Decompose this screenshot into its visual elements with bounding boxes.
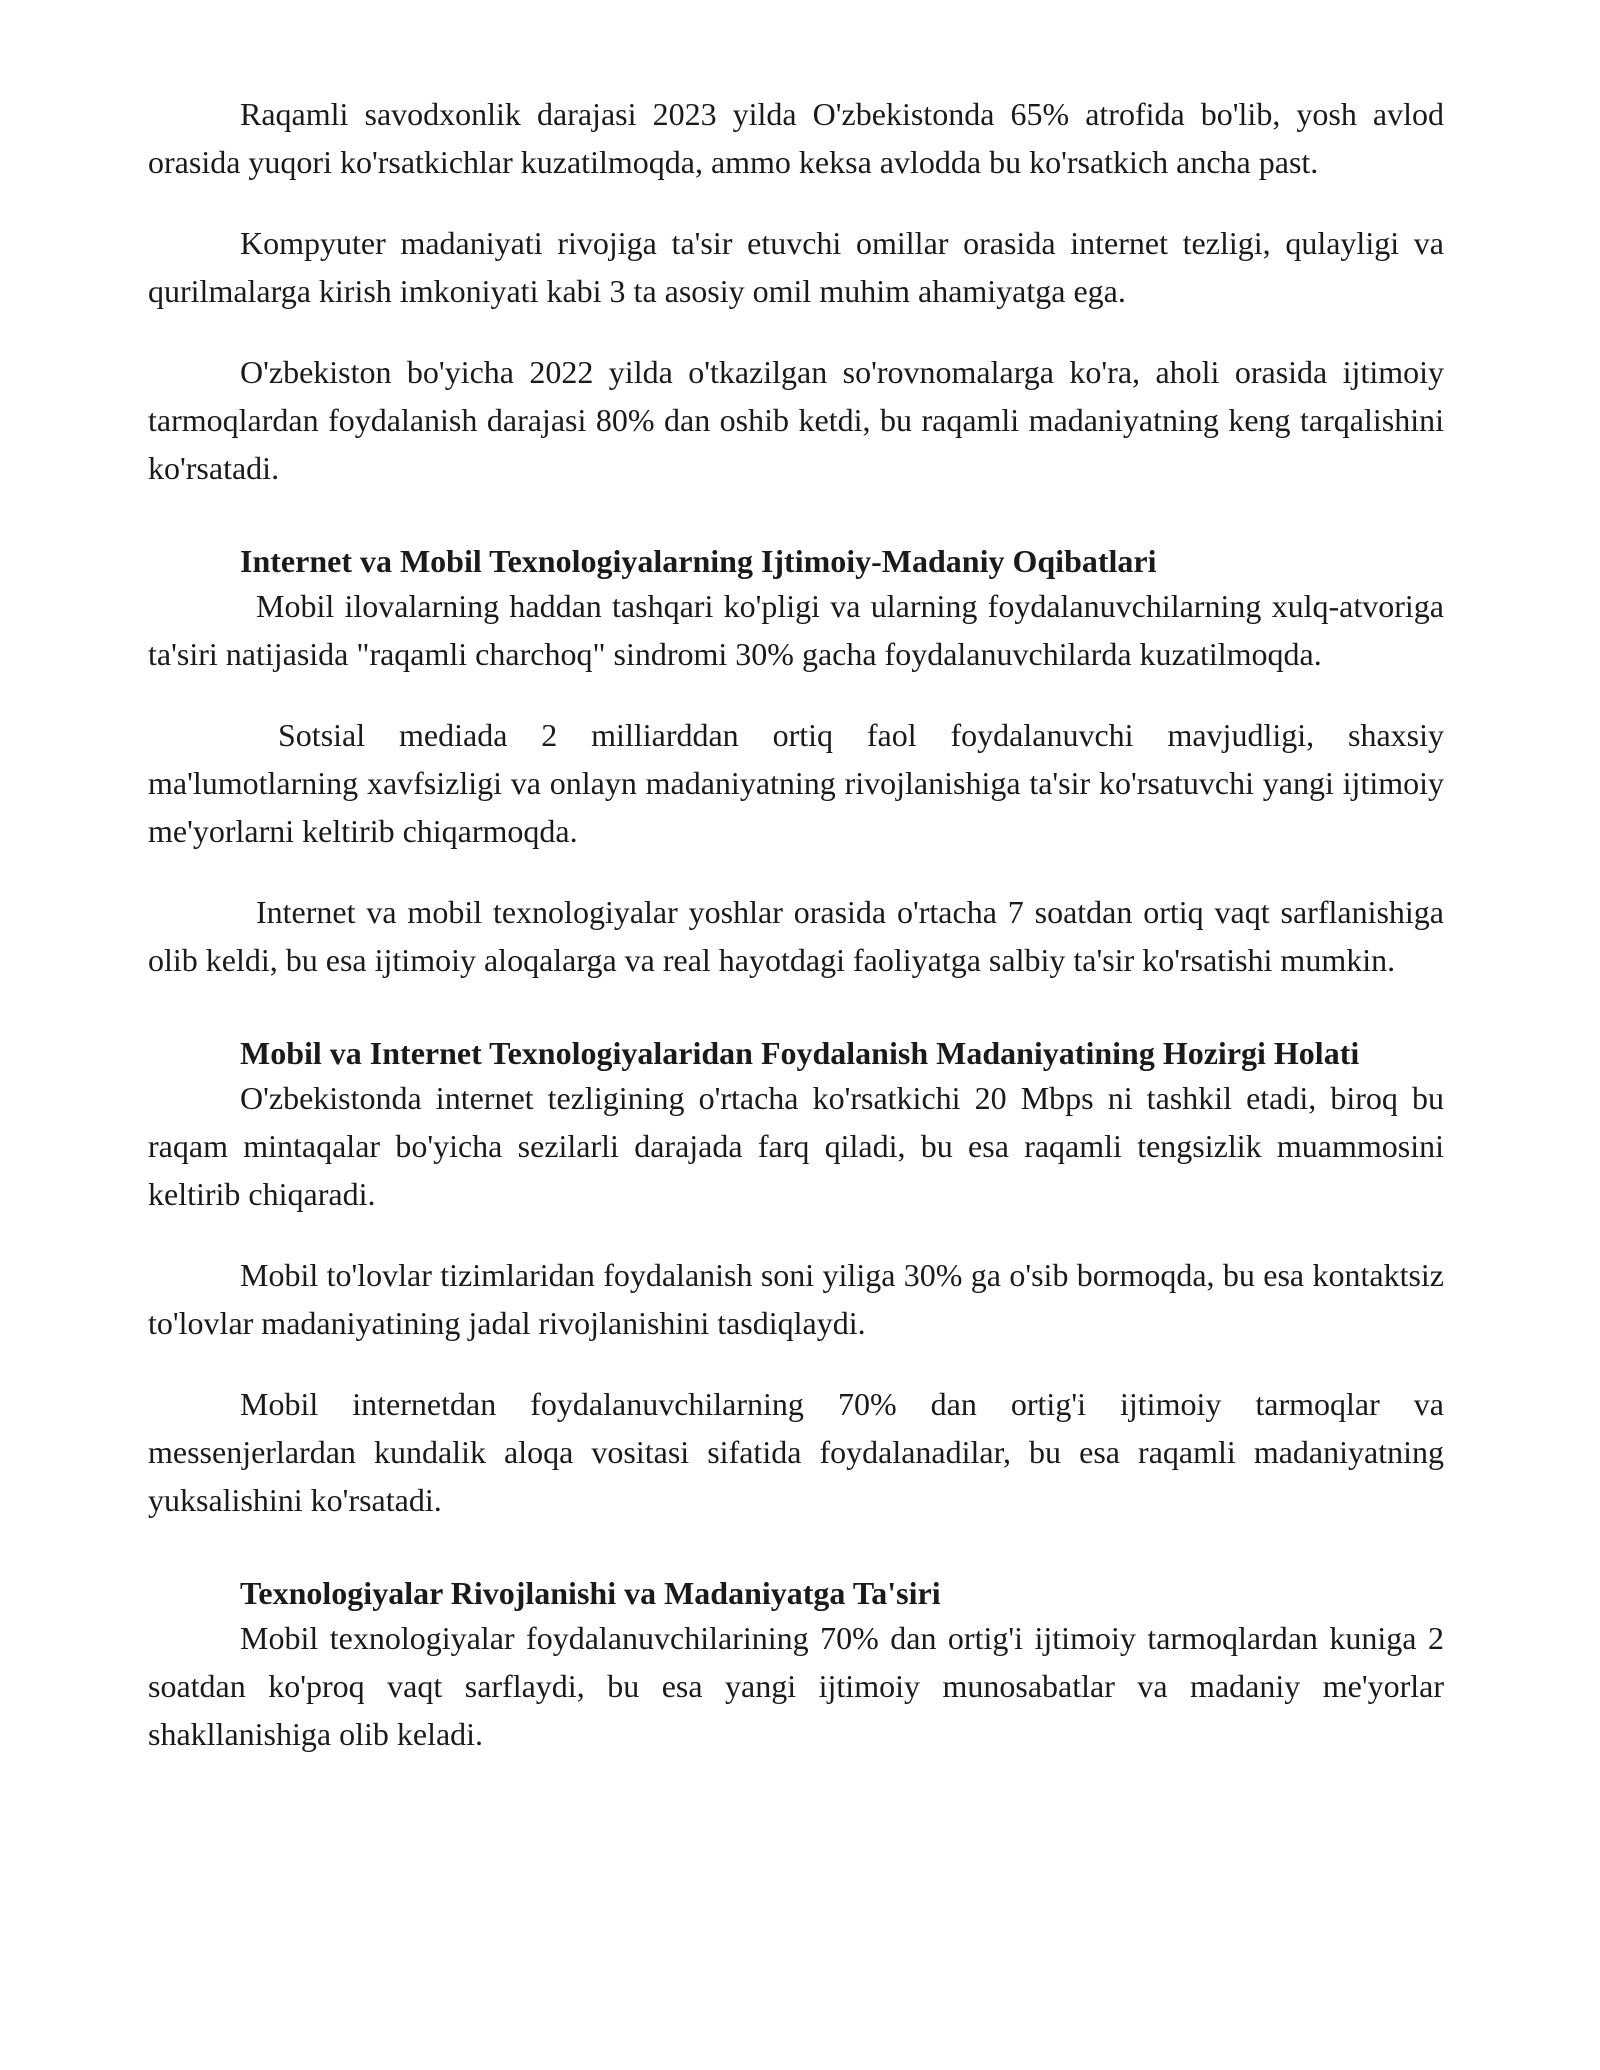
paragraph-computer-culture-factors: Kompyuter madaniyati rivojiga ta'sir etuvchi omillar orasida internet tezligi, qulayligi va qurilmalarga kirish imkoniyati kabi 3 ta asosiy omil muhim ahamiyatga ega. xyxy=(148,225,1444,309)
section-heading-current-state: Mobil va Internet Texnologiyalaridan Foydalanish Madaniyatining Hozirgi Holati xyxy=(240,1035,1360,1071)
paragraph-social-network-usage: O'zbekiston bo'yicha 2022 yilda o'tkazilgan so'rovnomalarga ko'ra, aholi orasida ijtimoiy tarmoqlardan foydalanish darajasi 80% dan oshib ketdi, bu raqamli madaniyatning keng tarqalishini ko'rsatadi. xyxy=(148,354,1444,486)
paragraph-digital-literacy: Raqamli savodxonlik darajasi 2023 yilda O'zbekistonda 65% atrofida bo'lib, yosh avlod orasida yuqori ko'rsatkichlar kuzatilmoqda, ammo keksa avlodda bu ko'rsatkich ancha past. xyxy=(148,96,1444,180)
paragraph-internet-speed: O'zbekistonda internet tezligining o'rtacha ko'rsatkichi 20 Mbps ni tashkil etadi, biroq bu raqam mintaqalar bo'yicha sezilarli darajada farq qiladi, bu esa raqamli tengsizlik muammosini keltirib chiqaradi. xyxy=(148,1080,1444,1212)
paragraph-social-media-users: Sotsial mediada 2 milliarddan ortiq faol foydalanuvchi mavjudligi, shaxsiy ma'lumotlarning xavfsizligi va onlayn madaniyatning rivojlanishiga ta'sir ko'rsatuvchi yangi ijtimoiy me'yorlarni keltirib chiqarmoqda. xyxy=(148,717,1444,849)
paragraph-mobile-internet-users: Mobil internetdan foydalanuvchilarning 70% dan ortig'i ijtimoiy tarmoqlar va messenjerlardan kundalik aloqa vositasi sifatida foydalanadilar, bu esa raqamli madaniyatning yuksalishini ko'rsatadi. xyxy=(148,1386,1444,1518)
paragraph-digital-fatigue: Mobil ilovalarning haddan tashqari ko'pligi va ularning foydalanuvchilarning xulq-atvoriga ta'siri natijasida "raqamli charchoq" sindromi 30% gacha foydalanuvchilarda kuzatilmoqda. xyxy=(148,588,1444,672)
document-page xyxy=(148,90,1444,1758)
paragraph-mobile-tech-usage-time: Mobil texnologiyalar foydalanuvchilarining 70% dan ortig'i ijtimoiy tarmoqlardan kuniga 2 soatdan ko'proq vaqt sarflaydi, bu esa yangi ijtimoiy munosabatlar va madaniy me'yorlar shakllanishiga olib keladi. xyxy=(148,1620,1444,1752)
section-heading-social-cultural: Internet va Mobil Texnologiyalarning Ijtimoiy-Madaniy Oqibatlari xyxy=(240,543,1157,579)
section-heading-technology-development: Texnologiyalar Rivojlanishi va Madaniyatga Ta'siri xyxy=(240,1575,941,1611)
paragraph-mobile-payments: Mobil to'lovlar tizimlaridan foydalanish soni yiliga 30% ga o'sib bormoqda, bu esa kontaktsiz to'lovlar madaniyatining jadal rivojlanishini tasdiqlaydi. xyxy=(148,1257,1444,1341)
paragraph-youth-screen-time: Internet va mobil texnologiyalar yoshlar orasida o'rtacha 7 soatdan ortiq vaqt sarflanishiga olib keldi, bu esa ijtimoiy aloqalarga va real hayotdagi faoliyatga salbiy ta'sir ko'rsatishi mumkin. xyxy=(148,894,1444,978)
